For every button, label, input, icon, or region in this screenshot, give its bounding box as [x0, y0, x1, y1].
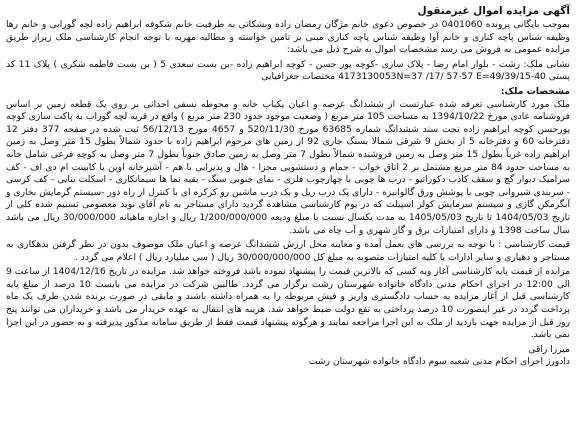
notice-title: آگهی مزایده اموال غیرمنقول — [417, 5, 570, 17]
property-description: ملک مورد کارشناسی تعرفه شده عبارتست از ششدانگ عرصه و اعیان یکباب خانه و محوطه نسقی احداثی بر روی یک قطعه زمین بر اساس فروشنامه عادی مورخ 1394/10/22 به مساحت 105 متر مربع ( وضعیت موجود حدود 230 متر مربع ) واقع در قریه لچه گوراب به پاکت سازی کوچه پورحسن کوچه ابراهیم زاده تحت سند ششدانگ شماره 63685 مورخ 520/11/30 و 4657 مورخ 56/12/13 ثبت شده در صفحه 377 دفتر 12 دفترخانه 60 و دفترخانه 5 از بخش 9 شرقی شمالا بسنگ جاری 92 از زمین های مرحوم ابراهیم زاده با حدود شمالاً بطول 15 متر وصل به زمین ابراهیم زاده غرباً بطول 15 متر وصل به زمین فروشنده شمالاً بطول 7 متر وصل به زمین صادق جنوباً بطول 7 متر وصل به کوچه فرعی شامل خانه به مساحت حدود 84 متر مربع مشتمل بر 2 اتاق خواب - حمام و دستشویی مجزا - هال و پذیرایی با هم - آشپزخانه اوپن با کابینت ام دی اف - کف سرامیک دیوار گچ و سقف کاذب دکوراتیو - درب ها چوبی با چهارچوب فلزی - نمای جنوبی سنگ - بقیه نما ها سیمانکاری - اسکلت بنایی - کف کرسی - سربندی شیروانی چوبی با پوشش ورق گالوانیزه - دارای یک درب ریل و یک درب ماشین رو کرکره ای با کنترل از راه دور -سیستم گرمایش بخاری و آبگرمکن گازی و سیستم سرمایش کولر اسپیلت که در یوم کارشناسی مشاهده گردید دارای مستاجر به نام آقای نوید معصومی تسنیم شده کلی از تاریخ 1404/05/03 تا تاریخ 1405/05/03 به مدت یکسال نسبت با مبلغ ودیعه 1/200/000/000 ریال و اجاره ماهیانه 30/000/000 ریال می باشد سال ساخت 1398 و دارای امتیازات برق و گاز شهری و آب چاه می باشد. — [6, 98, 571, 236]
valuation-paragraph: قیمت کارشناسی : با توجه به بررسی های بعمل آمده و معاینه محل ارزش ششدانگ عرصه و اعیان ملک موصوف بدون در نظر گرفتن بدهکاری به مستاجر و دهیاری و سایر ادارات با کلیه امتیازات متصوبه به مبلغ کل 30/000/000/000 ریال ( سی میلیارد ریال ) اعلام می گردد . — [6, 239, 570, 263]
signature-name: میرزا زاقی — [528, 343, 570, 355]
property-address: نشانی ملک: رشت - بلوار امام رضا - پلاک سازی -کوچه پور حسن - کوچه ابراهیم زاده -بن بست سعدی 5 ( بن بست فاطمه شکری ) پلاک 11 کد پستی 4173130053N=37 /17/ 57-57 E=49/39/15-40 مختصات جغرافیایی — [6, 58, 570, 83]
notice-intro: بموجب بایگانی پرونده 0401060 در خصوص دعوی خانم مژگان رمضان زاده وبشکاتی به طرفیت خانم شکوفه ابراهیم زاده لچه گورابی و خانم رها وظیفه شناس پاچه کناری و خانم آوا وظیفه شناس پاچه کناری مبنی بر تامین خواسته و مطالبه مهریه با توجه انجام کارشناسی ملک زیراز طریق مزایده عمومی به فروش می رسد مشخصات اموال به شرح ذیل می باشد: — [6, 19, 570, 56]
auction-terms: مزایده از قیمت پایه کارشناسی آغاز وبه کسی که بالاترین قیمت را پیشنهاد نموده باشد فروخته خواهد شد. مزایده در تاریخ 1404/12/16 از ساعت 9 الی 12:00 در اجرای احکام مدنی دادگاه خانواده شهرستان رشت برگزار می گردد. طالبین شرکت در مزایده می بایست 10 درصد از مبلغ پایه کارشناسی قبل از آغاز مزایده به حساب دادگستری واریز و فیش مربوطه را به همراه داشته باشند و مابقی در صورت برنده شدن ظرف یک ماه پرداخت گردد در غیر اینصورت 10 درصد پرداختی به نفع دولت ضبط خواهد شد. هزینه های انتقال به عهده خریدار می باشد و خریداران می توانند پنج روز قبل از مزایده جهت بازدید از ملک به این اجرا مراجعه نمایند و هرگونه پیشنهاد قیمت فقط از طریق سامانه مذکور پذیرفته و به حضور در این اجرا نمی باشد. — [6, 266, 570, 341]
signature-title: دادورز اجرای احکام مدنی شعبه سوم دادگاه خانواده شهرستان رشت — [308, 356, 570, 368]
specs-heading: مشخصات ملک: — [500, 85, 570, 97]
